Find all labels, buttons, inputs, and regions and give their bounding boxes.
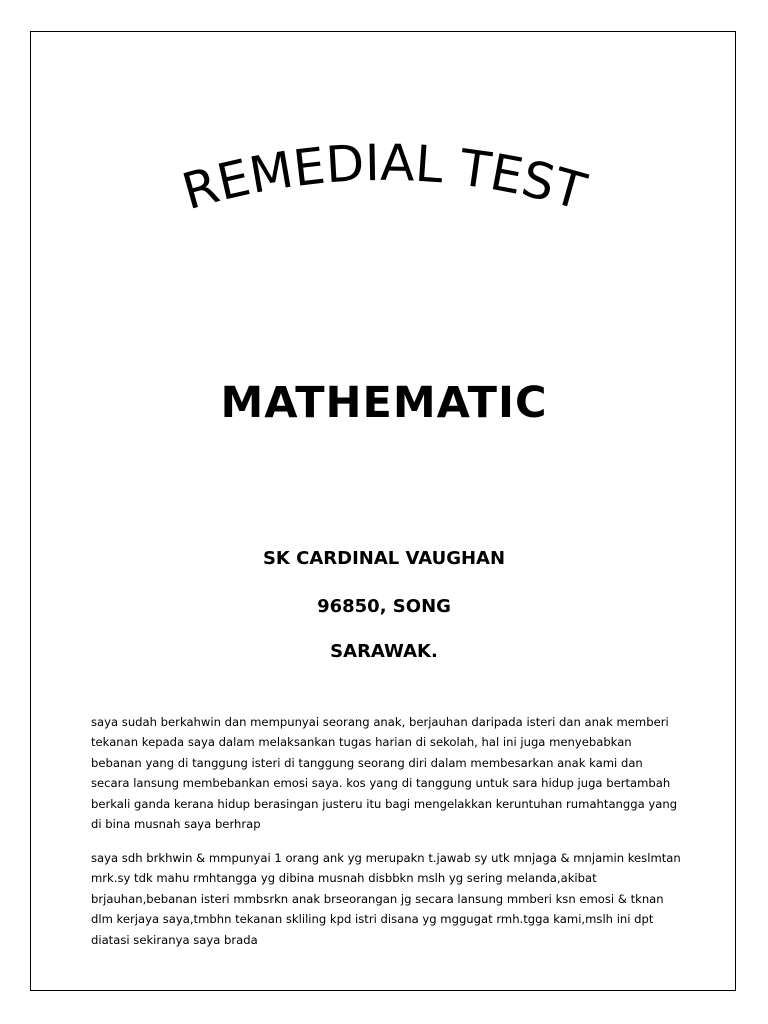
school-postcode-town: 96850, SONG xyxy=(317,596,451,617)
paragraph-2: saya sdh brkhwin & mmpunyai 1 orang ank yg merupakn t.jawab sy utk mnjaga & mnjamin keslmtan mrk.sy tdk mahu rmhtangga yg dibina musnah disbbkn mslh yg sering melanda,akibat brjauhan,bebanan isteri mmbsrkn anak brseorangan jg secara lansung mmberi ksn emosi & tknan dlm kerjaya saya,tmbhn tekanan skliling kpd istri disana yg mggugat rmh.tgga kami,mslh ini dpt diatasi sekiranya saya brada xyxy=(91,851,681,947)
arched-title xyxy=(60,125,708,295)
title-text xyxy=(176,134,592,222)
school-state: SARAWAK. xyxy=(330,641,438,662)
paragraph-1: saya sudah berkahwin dan mempunyai seorang anak, berjauhan daripada isteri dan anak memberi tekanan kepada saya dalam melaksankan tugas harian di sekolah, hal ini juga menyebabkan bebanan yang di tanggung isteri di tanggung seorang diri dalam membesarkan anak kami dan secara lansung membebankan emosi saya. kos yang di tanggung untuk sara hidup juga bertambah berkali ganda kerana hidup berasingan justeru itu bagi mengelakkan keruntuhan rumahtangga yang di bina musnah saya berhrap xyxy=(91,715,678,832)
title-textpath: REMEDIAL TEST xyxy=(176,133,592,222)
school-name: SK CARDINAL VAUGHAN xyxy=(262,548,506,569)
subject-heading: MATHEMATIC xyxy=(220,378,548,428)
